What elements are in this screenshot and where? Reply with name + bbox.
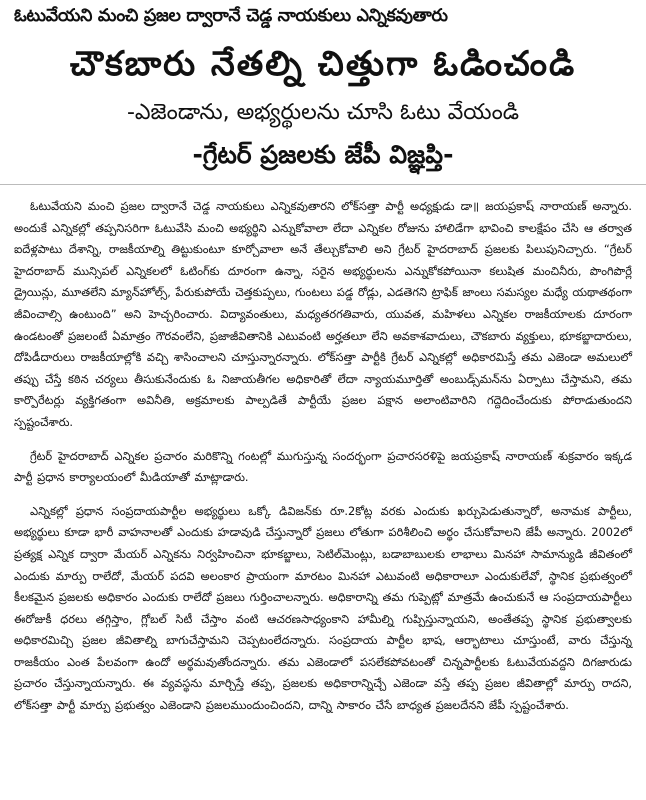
appeal-headline: -గ్రేటర్ ప్రజలకు జేపీ విజ్ఞప్తి- [192, 140, 454, 169]
body-paragraph-1: ఓటువేయని మంచి ప్రజల ద్వారానే చెడ్డ నాయకులు ఎన్నికవుతారని లోక్‌సత్తా పార్టీ అధ్యక్షుడు డా॥ జయప్రకాష్ నారాయణ్ అన్నారు. అందుకే ఎన్నికల్లో తప్పనిసరిగా ఓటువేసి మంచి అభ్యర్థిని ఎన్నుకోవాలా లేదా ఎన్నికల రోజును హాలిడేగా భావించి కాలక్షేపం చేసి ఆ తర్వాత ఐదేళ్లపాటు దేశాన్ని, రాజకీయాల్ని తిట్టుకుంటూ కూర్చోవాలా అనే తేల్చుకోవాలి అని గ్రేటర్ హైదరాబాద్ ప్రజలకు పిలుపునిచ్చారు. “గ్రేటర్ హైదరాబాద్ మున్సిపల్ ఎన్నికలలో ఓటింగ్‌కు దూరంగా ఉన్నా, సరైన అభ్యర్థులను ఎన్నుకోకపోయినా కలుషిత మంచినీరు, పొంగిపొర్లే డ్రైయిన్లు, మూతలేని మ్యాన్‌హోల్స్, పేరుకుపోయే చెత్తకుప్పలు, గుంటలు పడ్డ రోడ్లు, ఎడతెగని ట్రాఫిక్ జాంలు సమస్యల మధ్యే యథాతథంగా జీవించాల్సి ఉంటుంది” అని హెచ్చరించారు. విద్యావంతులు, మధ్యతరగతివారు, యువత, మహిళలు ఎన్నికల రాజకీయాలకు దూరంగా ఉండటంతో ప్రజలంటే ఏమాత్రం గౌరవంలేని, ప్రజాజీవితానికి ఎటువంటి అర్హతలూ లేని అవకాశవాదులు, చౌకబారు వ్యక్తులు, భూకబ్జాదారులు, దోపిడీదారులు రాజకీయాల్లోకి వచ్చి శాసించాలని చూస్తున్నారన్నారు. లోక్‌సత్తా పార్టీకి గ్రేటర్ ఎన్నికల్లో అధికారమిస్తే తమ ఎజెండా అమలులో తప్పు చేస్తే కఠిన చర్యలు తీసుకునేందుకు ఓ నిజాయతీగల అధికారితో లేదా న్యాయమూర్తితో అంబుడ్స్‌మన్‌ను ఏర్పాటు చేస్తామని, తమ కార్పొరేటర్లు వ్యక్తిగతంగా అవినీతి, అక్రమాలకు పాల్పడితే పార్టీయే ప్రజల పక్షాన అలాంటివారిని గద్దెదించేందుకు పోరాడుతుందని స్పష్టంచేశారు. [14, 199, 632, 429]
main-headline: చౌకబారు నేతల్ని చిత్తుగా ఓడించండి [69, 44, 577, 84]
header-divider [0, 184, 646, 185]
article-body [14, 196, 632, 729]
body-paragraph-3: ఎన్నికల్లో ప్రధాన సంప్రదాయపార్టీల అభ్యర్థులు ఒక్కో డివిజన్‌కు రూ.2కోట్ల వరకు ఎందుకు ఖర్చుపెడుతున్నారో, అనామక పార్టీలు, అభ్యర్థులు కూడా భారీ వాహనాలతో ఎందుకు హడావుడి చేస్తున్నారో ప్రజలు లోతుగా పరిశీలించి అర్థం చేసుకోవాలని జేపీ అన్నారు. 2002లో ప్రత్యక్ష ఎన్నిక ద్వారా మేయర్ ఎన్నికను నిర్వహించినా భూకబ్జాలు, సెటిల్‌మెంట్లు, బడాబాబులకు లాభాలు మినహా సామాన్యుడి జీవితంలో ఎందుకు మార్పు రాలేదో, మేయర్ పదవి అలంకార ప్రాయంగా మారటం మినహా ఎటువంటి అధికారాలూ ఎందుకులేవో, స్థానిక ప్రభుత్వంలో కీలకమైన ప్రజలకు అధికారం ఎందుకు రాలేదో ప్రజలు గుర్తించాలన్నారు. అధికారాన్ని తమ గుప్పెట్లో మాత్రమే ఉంచుకునే ఆ సంప్రదాయపార్టీలు ఈరోజుకీ ధరలు తగ్గిస్తాం, గ్లోబల్ సిటీ చేస్తాం వంటి ఆచరణసాధ్యంకాని హామీల్ని గుప్పిస్తున్నాయని, అంతేతప్ప స్థానిక ప్రభుత్వాలకు అధికారమిచ్చి ప్రజల జీవితాల్ని బాగుచేస్తామని చెప్పటంలేదన్నారు. సంప్రదాయ పార్టీల భాష, ఆర్భాటాలు చూస్తుంటే, వారు చేస్తున్న రాజకీయం ఎంత పేలవంగా ఉందో అర్థమవుతోందన్నారు. తమ ఎజెండాలో పసలేకపోవటంతో చిన్నపార్టీలకు ఓటువేయవద్దని దిగజారుడు ప్రచారం చేస్తున్నాయన్నారు. ఈ వ్యవస్థను మార్చిస్తే తప్ప, ప్రజలకు అధికారాన్నిచ్చే ఎజెండా వస్తే తప్ప ప్రజల జీవితాల్లో మార్పు రాదని, లోక్‌సత్తా పార్టీ మార్పు ప్రభుత్వం ఎజెండాని ప్రజలముందుంచిందని, దాన్ని సాకారం చేసే బాధ్యత ప్రజలదేనని జేపీ స్పష్టంచేశారు. [14, 503, 632, 713]
kicker-headline: ఓటువేయని మంచి ప్రజల ద్వారానే చెడ్డ నాయకులు ఎన్నికవుతారు [14, 6, 448, 26]
body-paragraph-2: గ్రేటర్ హైదరాబాద్ ఎన్నికల ప్రచారం మరికొన్ని గంటల్లో ముగుస్తున్న సందర్భంగా ప్రచారసరళిపై జయప్రకాష్ నారాయణ్ శుక్రవారం ఇక్కడ పార్టీ ప్రధాన కార్యాలయంలో మీడియాతో మాట్లాడారు. [14, 448, 632, 485]
subheadline: -ఎజెండాను, అభ్యర్థులను చూసి ఓటు వేయండి [126, 100, 520, 125]
